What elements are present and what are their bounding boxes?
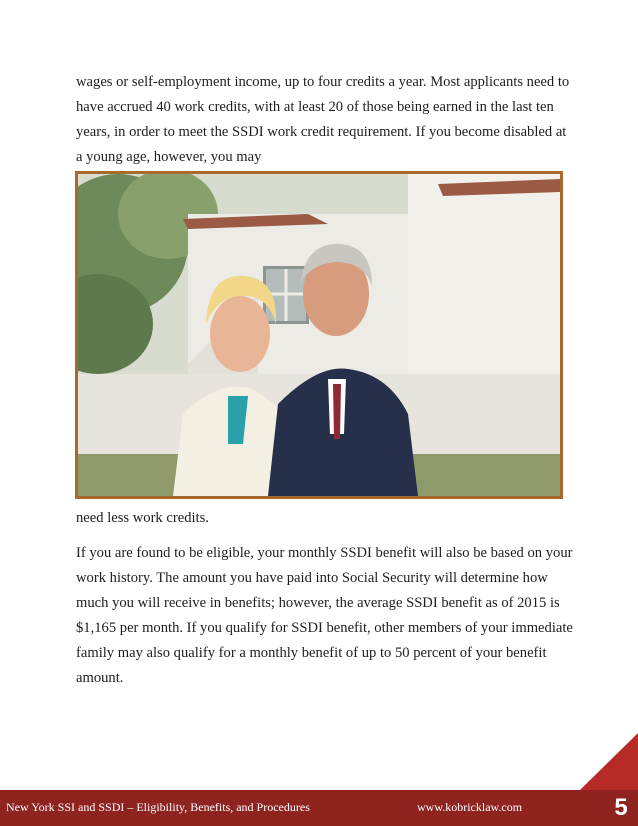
page-number: 5: [614, 794, 628, 821]
body-paragraph-1: wages or self-employment income, up to four credits a year. Most applicants need to have accrued 40 work credits, with at least 20 of those being earned in the last ten years, in order to meet the SSDI work credit requirement. If you become disabled at a young age, however, you may: [76, 74, 570, 165]
body-paragraph-3: If you are found to be eligible, your monthly SSDI benefit will also be based on your work history. The amount you have paid into Social Security will determine how much you will receive in benefits; however, the average SSDI benefit as of 2015 is $1,165 per month. If you qualify for SSDI benefit, other members of your immediate family may also qualify for a monthly benefit of up to 50 percent of your benefit amount.: [76, 545, 573, 686]
footer-website: www.kobricklaw.com: [417, 800, 523, 814]
couple-photo: [75, 171, 563, 499]
corner-accent: [580, 733, 638, 790]
footer-title: New York SSI and SSDI – Eligibility, Benefits, and Procedures: [6, 800, 310, 814]
body-paragraph-2: need less work credits.: [76, 510, 209, 526]
couple-photo-illustration: [78, 174, 560, 496]
footer-bar: [0, 790, 638, 826]
